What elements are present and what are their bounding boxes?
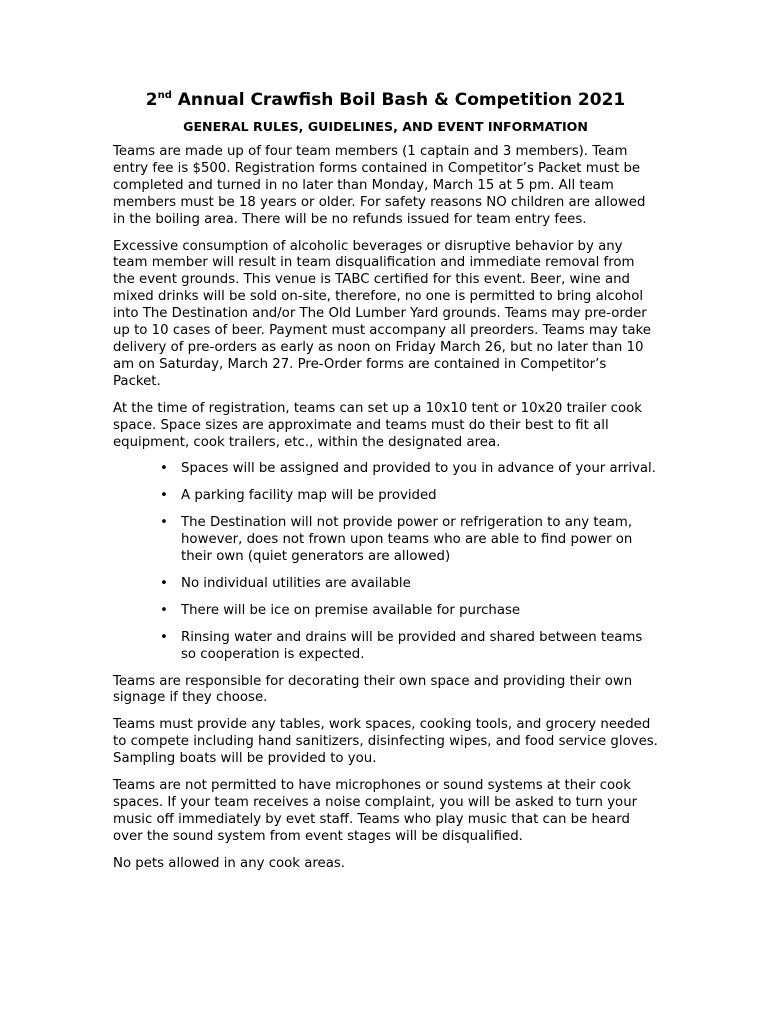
bullet-item [160,575,658,593]
paragraph-team-composition: Teams are made up of four team members (1 captain and 3 members). Team entry fee is $500. Registration forms contained in Competitor’s Packet must be completed and turned in no later than Monday, March 15 at 5 pm. All team members must be 18 years or older. For safety reasons NO children are allowed in the boiling area. There will be no refunds issued for team entry fees. [113,144,646,227]
cook-space-bullet-list [113,461,658,663]
bullet-item [160,488,658,505]
document-title [113,88,658,112]
bullet-icon: • [160,629,168,645]
paragraph-sound-systems: Teams are not permitted to have microphones or sound systems at their cook spaces. If your team receives a noise complaint, you will be asked to turn your music off immediately by evet staff. Teams who play music that can be heard over the sound system from event stages will be disqualified. [113,778,638,844]
bullet-icon: • [160,488,168,504]
bullet-text: A parking facility map will be provided [181,488,437,504]
bullet-item [160,602,658,620]
bullet-text: There will be ice on premise available for purchase [181,602,521,618]
bullet-item [160,629,658,664]
bullet-text: Rinsing water and drains will be provided and shared between teams so cooperation is expected. [181,629,643,662]
paragraph-equipment: Teams must provide any tables, work spaces, cooking tools, and grocery needed to compete including hand sanitizers, disinfecting wipes, and food service gloves. Sampling boats will be provided to you. [113,717,658,767]
bullet-icon: • [160,602,168,618]
bullet-icon: • [160,461,168,477]
paragraph-decorating: Teams are responsible for decorating their own space and providing their own signage if they choose. [113,673,633,706]
paragraph-pets: No pets allowed in any cook areas. [113,855,346,871]
document-page [113,88,658,883]
paragraph-cook-space: At the time of registration, teams can set up a 10x10 tent or 10x20 trailer cook space. Space sizes are approximate and teams must do their best to fit all equipment, cook trailers, etc., within the designated area. [113,400,642,450]
bullet-icon: • [160,575,168,591]
bullet-item [160,515,658,566]
bullet-text: No individual utilities are available [181,575,411,591]
title-ordinal-suffix: nd [157,90,172,101]
bullet-text: The Destination will not provide power or refrigeration to any team, however, does not frown upon teams who are able to find power on their own (quiet generators are allowed) [181,515,633,565]
bullet-text: Spaces will be assigned and provided to you in advance of your arrival. [181,461,656,477]
title-ordinal-number: 2 [145,90,158,110]
document-subtitle: GENERAL RULES, GUIDELINES, AND EVENT INFORMATION [183,119,588,134]
bullet-item [160,461,658,478]
paragraph-alcohol-policy: Excessive consumption of alcoholic beverages or disruptive behavior by any team member will result in team disqualification and immediate removal from the event grounds. This venue is TABC certified for this event. Beer, wine and mixed drinks will be sold on-site, therefore, no one is permitted to bring alcohol into The Destination and/or The Old Lumber Yard grounds. Teams may pre-order up to 10 cases of beer. Payment must accompany all preorders. Teams may take delivery of pre-orders as early as noon on Friday March 26, but no later than 10 am on Saturday, March 27. Pre-Order forms are contained in Competitor’s Packet. [113,238,651,389]
title-text: Annual Crawfish Boil Bash & Competition 2021 [171,90,626,110]
bullet-icon: • [160,515,168,531]
